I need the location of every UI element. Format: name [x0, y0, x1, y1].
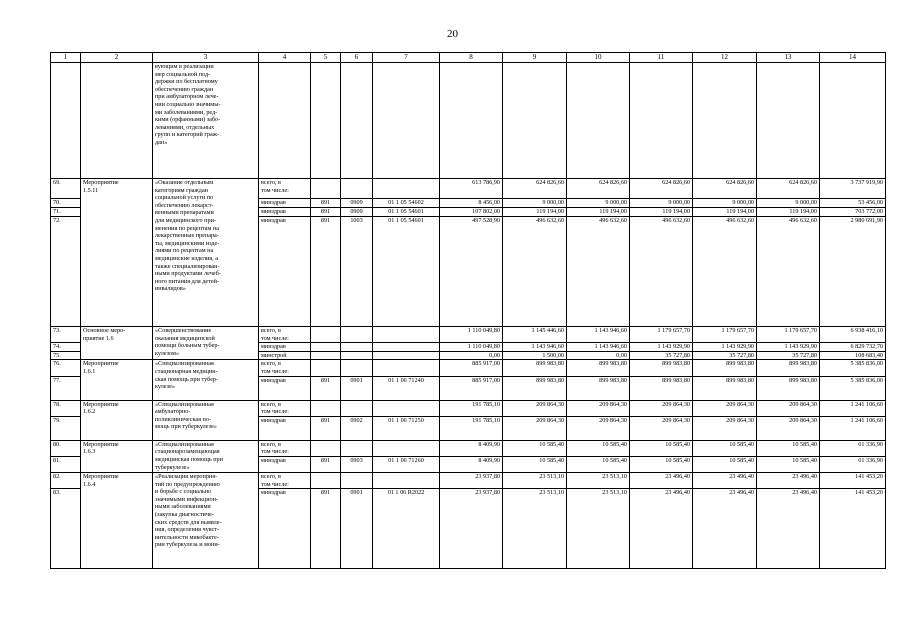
amount-cell: 10 585,40 — [630, 440, 693, 456]
amount-cell: 1 179 657,70 — [630, 327, 693, 343]
amount-cell: 23 937,80 — [440, 489, 503, 569]
amount-cell: 23 513,10 — [567, 489, 630, 569]
measure-name: Мероприятие 1.6.1 — [81, 360, 153, 400]
grbs-code — [311, 179, 341, 199]
amount-cell: 496 632,60 — [757, 217, 820, 327]
executor-cell: минздрав — [259, 208, 311, 217]
row-number: 70. — [51, 199, 81, 208]
section-code — [341, 179, 373, 199]
section-code: 0909 — [341, 208, 373, 217]
row-number: 73. — [51, 327, 81, 343]
amount-cell: 209 864,30 — [693, 416, 757, 440]
executor-cell: всего, в том числе: — [259, 179, 311, 199]
amount-cell: 9 000,00 — [630, 199, 693, 208]
executor-cell: всего, в том числе: — [259, 327, 311, 343]
measure-name: Мероприятие 1.6.3 — [81, 440, 153, 472]
grbs-code: 891 — [311, 416, 341, 440]
grbs-code: 891 — [311, 489, 341, 569]
amount-cell: 10 585,40 — [757, 456, 820, 472]
amount-cell: 3 737 919,90 — [820, 179, 886, 199]
amount-cell: 899 983,80 — [630, 376, 693, 400]
target-article-code — [373, 351, 440, 360]
amount-cell: 119 194,00 — [757, 208, 820, 217]
amount-cell: 2 980 691,90 — [820, 217, 886, 327]
grbs-code: 891 — [311, 208, 341, 217]
section-code: 0903 — [341, 456, 373, 472]
amount-cell: 23 496,40 — [630, 472, 693, 488]
column-header: 14 — [820, 53, 886, 63]
section-code: 0902 — [341, 416, 373, 440]
amount-cell: 5 385 836,00 — [820, 360, 886, 376]
target-article-code — [373, 360, 440, 376]
column-header: 13 — [757, 53, 820, 63]
row-number: 69. — [51, 179, 81, 199]
executor-cell: минздрав — [259, 199, 311, 208]
amount-cell: 209 864,30 — [693, 400, 757, 416]
target-article-code: 01 1 05 54602 — [373, 199, 440, 208]
target-article-code: 01 1 05 54601 — [373, 217, 440, 327]
amount-cell: 899 983,80 — [567, 360, 630, 376]
amount-cell: 899 983,80 — [503, 376, 567, 400]
amount-cell: 1 143 946,60 — [567, 343, 630, 352]
amount-cell: 141 453,20 — [820, 489, 886, 569]
amount-cell: 624 826,60 — [630, 179, 693, 199]
target-article-code: 01 1 06 R2022 — [373, 489, 440, 569]
amount-cell: 119 194,00 — [567, 208, 630, 217]
amount-cell: 1 143 929,90 — [693, 343, 757, 352]
executor-cell: минздрав — [259, 416, 311, 440]
measure-description: «Специализированная стационарная медицин- ская помощь при тубер- кулезе» — [153, 360, 259, 400]
section-code — [341, 327, 373, 343]
table-row — [51, 400, 886, 416]
row-number: 83. — [51, 489, 81, 569]
grbs-code — [311, 343, 341, 352]
column-header: 11 — [630, 53, 693, 63]
row-number: 74. — [51, 343, 81, 352]
measure-description: «Реализация мероприя- тий по предупреждению и борьбе с социально значимыми инфекцион- ными заболеваниями (закупка диагностиче- ских средств для выявле- ния, определения чувст- вительности микобакте- рии туберкулеза и мони- — [153, 472, 259, 568]
amount-cell: 9 000,00 — [757, 199, 820, 208]
empty-cell — [757, 63, 820, 179]
amount-cell: 1 179 657,70 — [693, 327, 757, 343]
amount-cell: 1 110 049,80 — [440, 327, 503, 343]
amount-cell: 496 632,60 — [693, 217, 757, 327]
amount-cell: 1 179 657,70 — [757, 327, 820, 343]
row-number: 80. — [51, 440, 81, 456]
empty-cell — [373, 63, 440, 179]
amount-cell: 899 983,80 — [567, 376, 630, 400]
grbs-code: 891 — [311, 199, 341, 208]
amount-cell: 23 496,40 — [757, 489, 820, 569]
amount-cell: 35 727,80 — [757, 351, 820, 360]
amount-cell: 23 937,80 — [440, 472, 503, 488]
amount-cell: 899 983,80 — [757, 360, 820, 376]
amount-cell: 624 826,60 — [693, 179, 757, 199]
amount-cell: 23 496,40 — [693, 489, 757, 569]
amount-cell: 209 864,30 — [567, 416, 630, 440]
grbs-code — [311, 440, 341, 456]
amount-cell: 6 829 732,70 — [820, 343, 886, 352]
grbs-code — [311, 327, 341, 343]
target-article-code: 01 1 06 71240 — [373, 376, 440, 400]
amount-cell: 23 496,40 — [757, 472, 820, 488]
page-number: 20 — [447, 28, 458, 40]
executor-cell: всего, в том числе: — [259, 472, 311, 488]
row-number: 79. — [51, 416, 81, 440]
amount-cell: 5 385 836,00 — [820, 376, 886, 400]
column-header: 2 — [81, 53, 153, 63]
amount-cell: 209 864,30 — [630, 416, 693, 440]
amount-cell: 1 143 946,60 — [503, 343, 567, 352]
amount-cell: 191 785,10 — [440, 416, 503, 440]
amount-cell: 1 145 446,60 — [503, 327, 567, 343]
target-article-code — [373, 327, 440, 343]
executor-cell: всего, в том числе: — [259, 360, 311, 376]
target-article-code — [373, 343, 440, 352]
empty-cell — [693, 63, 757, 179]
column-header: 1 — [51, 53, 81, 63]
section-code: 1003 — [341, 217, 373, 327]
amount-cell: 209 864,30 — [630, 400, 693, 416]
row-number: 71. — [51, 208, 81, 217]
amount-cell: 885 917,00 — [440, 376, 503, 400]
amount-cell: 209 864,30 — [567, 400, 630, 416]
amount-cell: 9 000,00 — [503, 199, 567, 208]
measure-name: Мероприятие 1.5.11 — [81, 179, 153, 327]
empty-cell — [259, 63, 311, 179]
amount-cell: 61 336,90 — [820, 456, 886, 472]
column-header: 7 — [373, 53, 440, 63]
target-article-code — [373, 179, 440, 199]
amount-cell: 23 496,40 — [693, 472, 757, 488]
column-header: 12 — [693, 53, 757, 63]
section-code — [341, 400, 373, 416]
column-header: 3 — [153, 53, 259, 63]
executor-cell: минздрав — [259, 217, 311, 327]
amount-cell: 1 241 106,60 — [820, 400, 886, 416]
target-article-code: 01 1 06 71250 — [373, 416, 440, 440]
row-number: 78. — [51, 400, 81, 416]
amount-cell: 1 241 106,60 — [820, 416, 886, 440]
amount-cell: 496 632,60 — [503, 217, 567, 327]
amount-cell: 53 456,00 — [820, 199, 886, 208]
amount-cell: 6 938 416,10 — [820, 327, 886, 343]
row-number: 81. — [51, 456, 81, 472]
amount-cell: 35 727,80 — [630, 351, 693, 360]
empty-cell — [567, 63, 630, 179]
amount-cell: 23 513,10 — [503, 489, 567, 569]
row-number: 72. — [51, 217, 81, 327]
amount-cell: 209 864,30 — [757, 416, 820, 440]
row-number: 77. — [51, 376, 81, 400]
empty-cell — [51, 63, 81, 179]
target-article-code — [373, 472, 440, 488]
amount-cell: 1 110 049,80 — [440, 343, 503, 352]
amount-cell: 496 632,60 — [567, 217, 630, 327]
amount-cell: 10 585,40 — [693, 440, 757, 456]
section-code — [341, 351, 373, 360]
measure-description: «Оказание отдельным категориям граждан социальной услуги по обеспечению лекарст- венными препаратами для медицинского при- менения по рецептам на лекарственные препара- ты, медицинскими изде- лиями по рецептам на медицинские изделия, а также специализирован- ными продуктами лечеб- ного питания для детей- инвалидов» — [153, 179, 259, 327]
amount-cell: 10 585,40 — [503, 456, 567, 472]
row-number: 82. — [51, 472, 81, 488]
section-code: 0901 — [341, 376, 373, 400]
amount-cell: 1 500,00 — [503, 351, 567, 360]
amount-cell: 624 826,60 — [757, 179, 820, 199]
header-row — [51, 53, 886, 63]
grbs-code — [311, 472, 341, 488]
amount-cell: 8 409,90 — [440, 440, 503, 456]
amount-cell: 899 983,80 — [693, 360, 757, 376]
measure-description: «Совершенствование оказания медицинской помощи больным тубер- кулезом» — [153, 327, 259, 360]
empty-cell — [311, 63, 341, 179]
grbs-code — [311, 400, 341, 416]
amount-cell: 10 585,40 — [693, 456, 757, 472]
executor-cell: всего, в том числе: — [259, 400, 311, 416]
column-header: 10 — [567, 53, 630, 63]
column-header: 6 — [341, 53, 373, 63]
continuation-text: вующим в реализации мер социальной под- держки по бесплатному обеспечению граждан при амбулаторном лече- нии социально значимы- ми заболеваниями, ред- кими (орфанными) забо- леваниями, отдельных групп и категорий граж- дан» — [153, 63, 259, 179]
amount-cell: 10 585,40 — [567, 440, 630, 456]
amount-cell: 0,00 — [567, 351, 630, 360]
table-row — [51, 440, 886, 456]
row-number: 76. — [51, 360, 81, 376]
amount-cell: 119 194,00 — [693, 208, 757, 217]
amount-cell: 209 864,30 — [757, 400, 820, 416]
amount-cell: 141 453,20 — [820, 472, 886, 488]
table-row — [51, 327, 886, 343]
amount-cell: 703 772,00 — [820, 208, 886, 217]
amount-cell: 1 143 929,90 — [757, 343, 820, 352]
target-article-code: 01 1 06 71260 — [373, 456, 440, 472]
executor-cell: минздрав — [259, 376, 311, 400]
amount-cell: 624 826,60 — [567, 179, 630, 199]
amount-cell: 899 983,80 — [693, 376, 757, 400]
executor-cell: всего, в том числе: — [259, 440, 311, 456]
amount-cell: 10 585,40 — [757, 440, 820, 456]
amount-cell: 23 513,10 — [503, 472, 567, 488]
amount-cell: 613 786,90 — [440, 179, 503, 199]
grbs-code: 891 — [311, 217, 341, 327]
section-code — [341, 360, 373, 376]
grbs-code: 891 — [311, 376, 341, 400]
empty-cell — [440, 63, 503, 179]
budget-table — [50, 52, 886, 569]
grbs-code: 891 — [311, 456, 341, 472]
empty-cell — [630, 63, 693, 179]
amount-cell: 8 456,00 — [440, 199, 503, 208]
amount-cell: 119 194,00 — [503, 208, 567, 217]
amount-cell: 209 864,30 — [503, 416, 567, 440]
amount-cell: 61 336,90 — [820, 440, 886, 456]
table-row — [51, 472, 886, 488]
empty-cell — [341, 63, 373, 179]
amount-cell: 10 585,40 — [503, 440, 567, 456]
section-code — [341, 440, 373, 456]
grbs-code — [311, 360, 341, 376]
measure-name: Мероприятие 1.6.4 — [81, 472, 153, 568]
target-article-code — [373, 400, 440, 416]
measure-name: Мероприятие 1.6.2 — [81, 400, 153, 440]
amount-cell: 108 683,40 — [820, 351, 886, 360]
amount-cell: 9 000,00 — [567, 199, 630, 208]
column-header: 9 — [503, 53, 567, 63]
section-code: 0909 — [341, 199, 373, 208]
column-header: 4 — [259, 53, 311, 63]
measure-description: «Специализированная стационарозамещающая медицинская помощь при туберкулезе» — [153, 440, 259, 472]
column-header: 5 — [311, 53, 341, 63]
amount-cell: 10 585,40 — [567, 456, 630, 472]
measure-description: «Специализированная амбулаторно- поликлиническая по- мощь при туберкулезе» — [153, 400, 259, 440]
executor-cell: минстрой — [259, 351, 311, 360]
empty-cell — [820, 63, 886, 179]
grbs-code — [311, 351, 341, 360]
section-code: 0901 — [341, 489, 373, 569]
empty-cell — [81, 63, 153, 179]
section-code — [341, 343, 373, 352]
amount-cell: 23 513,10 — [567, 472, 630, 488]
amount-cell: 0,00 — [440, 351, 503, 360]
executor-cell: минздрав — [259, 489, 311, 569]
empty-cell — [503, 63, 567, 179]
amount-cell: 497 528,90 — [440, 217, 503, 327]
amount-cell: 496 632,60 — [630, 217, 693, 327]
amount-cell: 10 585,40 — [630, 456, 693, 472]
table-row — [51, 360, 886, 376]
amount-cell: 191 785,10 — [440, 400, 503, 416]
amount-cell: 107 802,00 — [440, 208, 503, 217]
amount-cell: 209 864,30 — [503, 400, 567, 416]
amount-cell: 899 983,80 — [503, 360, 567, 376]
row-number: 75. — [51, 351, 81, 360]
amount-cell: 899 983,80 — [757, 376, 820, 400]
continuation-row — [51, 63, 886, 179]
section-code — [341, 472, 373, 488]
amount-cell: 1 143 929,90 — [630, 343, 693, 352]
executor-cell: минздрав — [259, 343, 311, 352]
amount-cell: 8 409,90 — [440, 456, 503, 472]
amount-cell: 885 917,00 — [440, 360, 503, 376]
amount-cell: 9 000,00 — [693, 199, 757, 208]
amount-cell: 624 826,60 — [503, 179, 567, 199]
target-article-code — [373, 440, 440, 456]
amount-cell: 35 727,80 — [693, 351, 757, 360]
amount-cell: 23 496,40 — [630, 489, 693, 569]
amount-cell: 119 194,00 — [630, 208, 693, 217]
amount-cell: 899 983,80 — [630, 360, 693, 376]
measure-name: Основное меро- приятие 1.6 — [81, 327, 153, 360]
target-article-code: 01 1 05 54601 — [373, 208, 440, 217]
amount-cell: 1 143 946,60 — [567, 327, 630, 343]
executor-cell: минздрав — [259, 456, 311, 472]
column-header: 8 — [440, 53, 503, 63]
table-row — [51, 179, 886, 199]
